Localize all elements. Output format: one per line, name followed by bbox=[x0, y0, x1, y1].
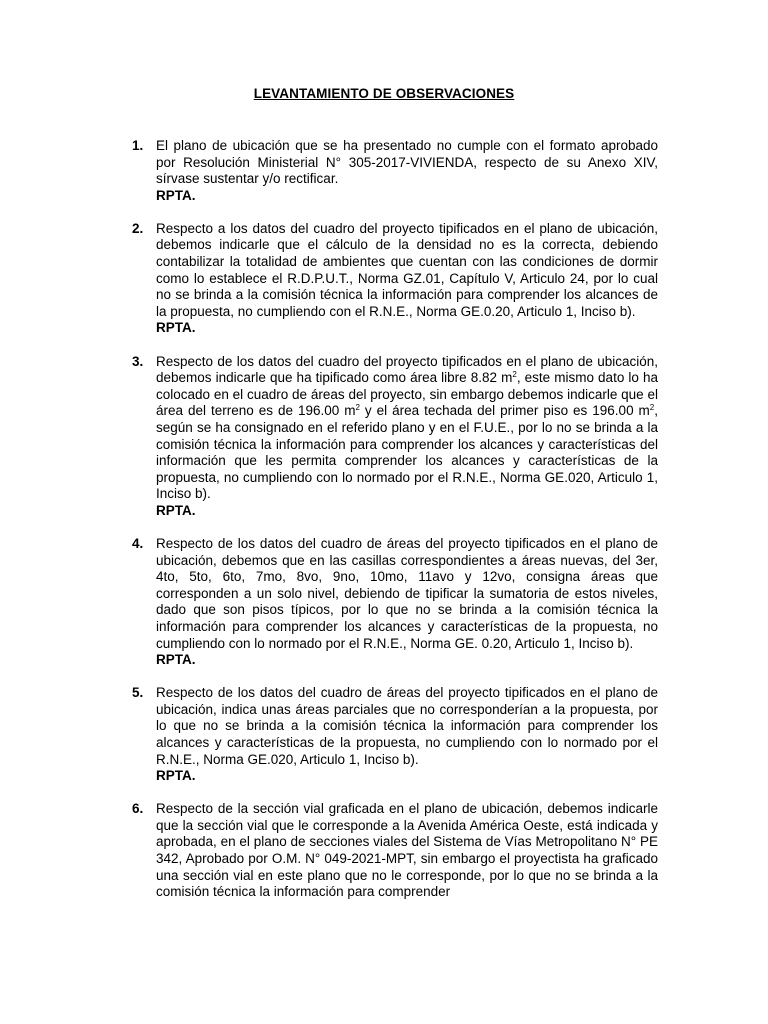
observation-text-part: Respecto de los datos del cuadro del proyecto tipificados en el plano de ubicación, debemos indicarle que ha tipificado como área libre 8.82 m bbox=[156, 353, 658, 386]
observation-item-6 bbox=[132, 801, 658, 901]
observation-text: El plano de ubicación que se ha presentado no cumple con el formato aprobado por Resolución Ministerial N° 305-2017-VIVIENDA, respecto de su Anexo XIV, sírvase sustentar y/o rectificar. bbox=[156, 138, 658, 187]
observation-item-5 bbox=[132, 685, 658, 785]
observation-text: Respecto de la sección vial graficada en el plano de ubicación, debemos indicarle que la sección vial que le corresponde a la Avenida América Oeste, está indicada y aprobada, en el plano de secciones viales del Sistema de Vías Metropolitano N° PE 342, Aprobado por O.M. N° 049-2021-MPT, sin embargo el proyectista ha graficado una sección vial en este plano que no le corresponde, por lo que no se brinda a la comisión técnica la información para comprender bbox=[156, 801, 658, 900]
observation-text-part: , según se ha consignado en el referido plano y en el F.U.E., por lo no se brinda a la comisión técnica la información para comprender los alcances y características del información que les permita comprender los alcances y características de la propuesta, no cumpliendo con lo normado por el R.N.E., Norma GE.020, Articulo 1, Inciso b). bbox=[156, 403, 659, 502]
observation-item-3 bbox=[132, 354, 658, 520]
superscript-two: 2 bbox=[649, 403, 655, 413]
observation-number: 3. bbox=[132, 353, 144, 369]
observation-text-part: y el área techada del primer piso es 196.00 m bbox=[359, 403, 650, 419]
observation-text-part: , este mismo dato lo ha colocado en el cuadro de áreas del proyecto, sin embargo debemos indicarle que el área del terreno es de 196.00 m bbox=[156, 370, 658, 419]
observation-number: 1. bbox=[132, 138, 144, 153]
superscript-two: 2 bbox=[512, 370, 517, 380]
observation-text: Respecto de los datos del cuadro de áreas del proyecto tipificados en el plano de ubicación, indica unas áreas parciales que no corresponderían a la propuesta, por lo que no se brinda a la comisión técnica la información para comprender los alcances y características de la propuesta, no cumpliendo con lo normado por el R.N.E., Norma GE.020, Articulo 1, Inciso b). bbox=[156, 685, 658, 767]
observations-list bbox=[132, 138, 658, 917]
observation-item-4 bbox=[132, 536, 658, 669]
observation-text: Respecto a los datos del cuadro del proyecto tipificados en el plano de ubicación, debemos indicarle que el cálculo de la densidad no es la correcta, debiendo contabilizar la totalidad de ambientes que cuentan con las condiciones de dormir como lo establece el R.D.P.U.T., Norma GZ.01, Capítulo V, Articulo 24, por lo cual no se brinda a la comisión técnica la información para comprender los alcances de la propuesta, no cumpliendo con el R.N.E., Norma GE.0.20, Articulo 1, Inciso b). bbox=[156, 220, 658, 319]
answer-label: RPTA. bbox=[156, 187, 196, 203]
document-title: LEVANTAMIENTO DE OBSERVACIONES bbox=[253, 86, 515, 101]
observation-text: Respecto de los datos del cuadro de áreas del proyecto tipificados en el plano de ubicación, debemos que en las casillas correspondientes a áreas nuevas, del 3er, 4to, 5to, 6to, 7mo, 8vo, 9no, 10mo, 11avo y 12vo, consigna áreas que corresponden a un solo nivel, debiendo de tipificar la sumatoria de estos niveles, dado que son pisos típicos, por lo que no se brinda a la comisión técnica la información para comprender los alcances y características de la propuesta, no cumpliendo con lo normado por el R.N.E., Norma GE. 0.20, Articulo 1, Inciso b). bbox=[156, 535, 658, 651]
observation-item-2 bbox=[132, 221, 658, 337]
answer-label: RPTA. bbox=[156, 652, 196, 668]
answer-label: RPTA. bbox=[156, 320, 196, 336]
observation-number: 4. bbox=[132, 535, 144, 551]
observation-number: 6. bbox=[132, 801, 144, 817]
answer-label: RPTA. bbox=[156, 502, 196, 518]
superscript-two: 2 bbox=[355, 403, 360, 413]
observation-text bbox=[156, 354, 658, 503]
observation-item-1 bbox=[132, 138, 658, 204]
observation-number: 5. bbox=[132, 685, 144, 701]
answer-label: RPTA. bbox=[156, 768, 196, 784]
observation-number: 2. bbox=[132, 220, 144, 236]
